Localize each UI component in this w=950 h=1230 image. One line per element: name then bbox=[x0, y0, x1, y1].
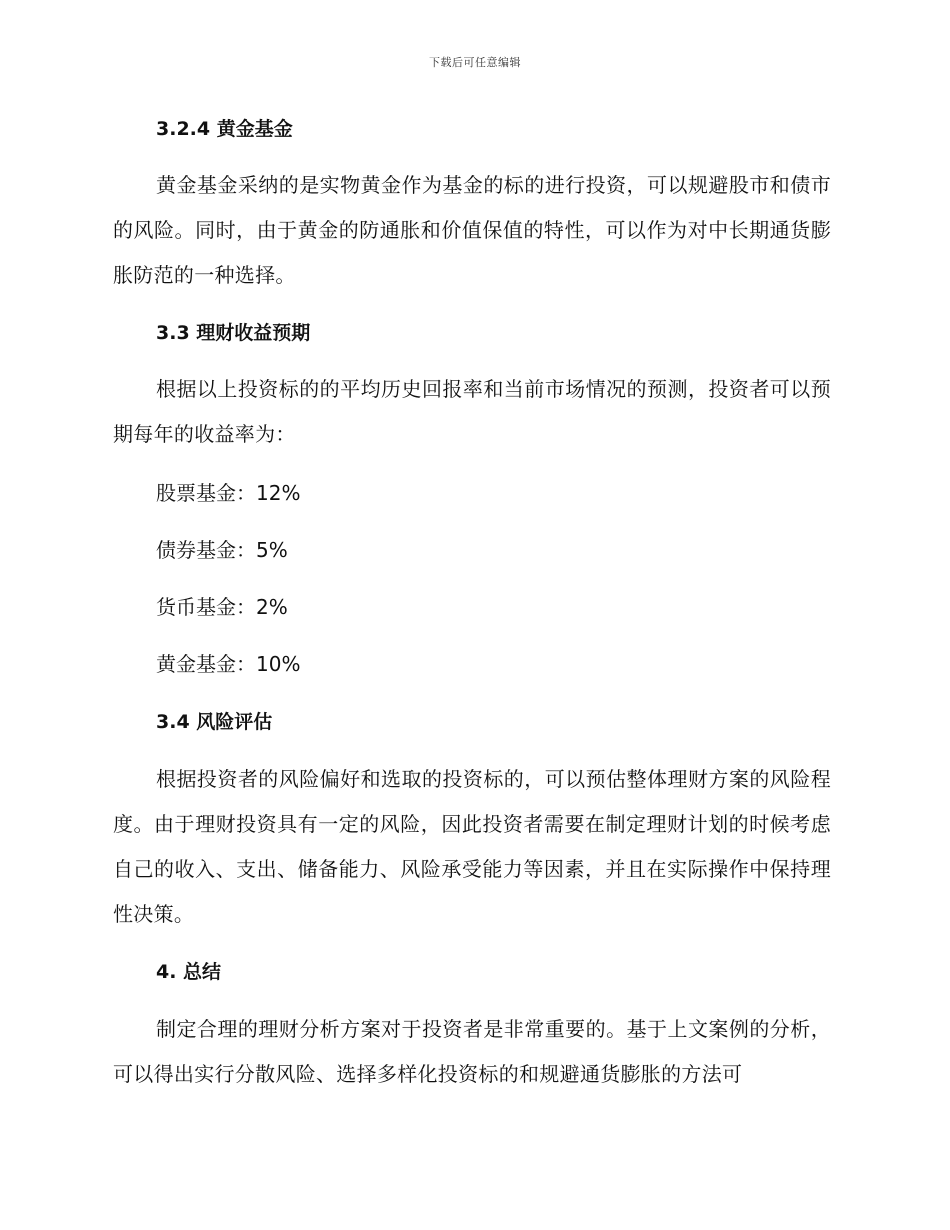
section-heading-expected-returns: 3.3 理财收益预期 bbox=[156, 322, 311, 344]
return-item-bond-fund: 债券基金：5% bbox=[156, 538, 288, 562]
return-item-gold-fund: 黄金基金：10% bbox=[156, 652, 301, 676]
page-header-note: 下载后可任意编辑 bbox=[429, 56, 521, 69]
return-item-money-fund: 货币基金：2% bbox=[156, 595, 288, 619]
paragraph-expected-returns: 根据以上投资标的的平均历史回报率和当前市场情况的预测，投资者可以预期每年的收益率为： bbox=[113, 377, 831, 446]
section-heading-risk-assessment: 3.4 风险评估 bbox=[156, 711, 273, 733]
paragraph-summary: 制定合理的理财分析方案对于投资者是非常重要的。基于上文案例的分析，可以得出实行分散风险、选择多样化投资标的和规避通货膨胀的方法可 bbox=[113, 1017, 831, 1086]
paragraph-gold-fund: 黄金基金采纳的是实物黄金作为基金的标的进行投资，可以规避股市和债市的风险。同时，由于黄金的防通胀和价值保值的特性，可以作为对中长期通货膨胀防范的一种选择。 bbox=[113, 173, 831, 287]
paragraph-risk-assessment: 根据投资者的风险偏好和选取的投资标的，可以预估整体理财方案的风险程度。由于理财投资具有一定的风险，因此投资者需要在制定理财计划的时候考虑自己的收入、支出、储备能力、风险承受能力等因素，并且在实际操作中保持理性决策。 bbox=[113, 767, 831, 926]
section-heading-gold-fund: 3.2.4 黄金基金 bbox=[156, 118, 293, 140]
return-item-stock-fund: 股票基金：12% bbox=[156, 481, 301, 505]
section-heading-summary: 4. 总结 bbox=[156, 961, 222, 983]
